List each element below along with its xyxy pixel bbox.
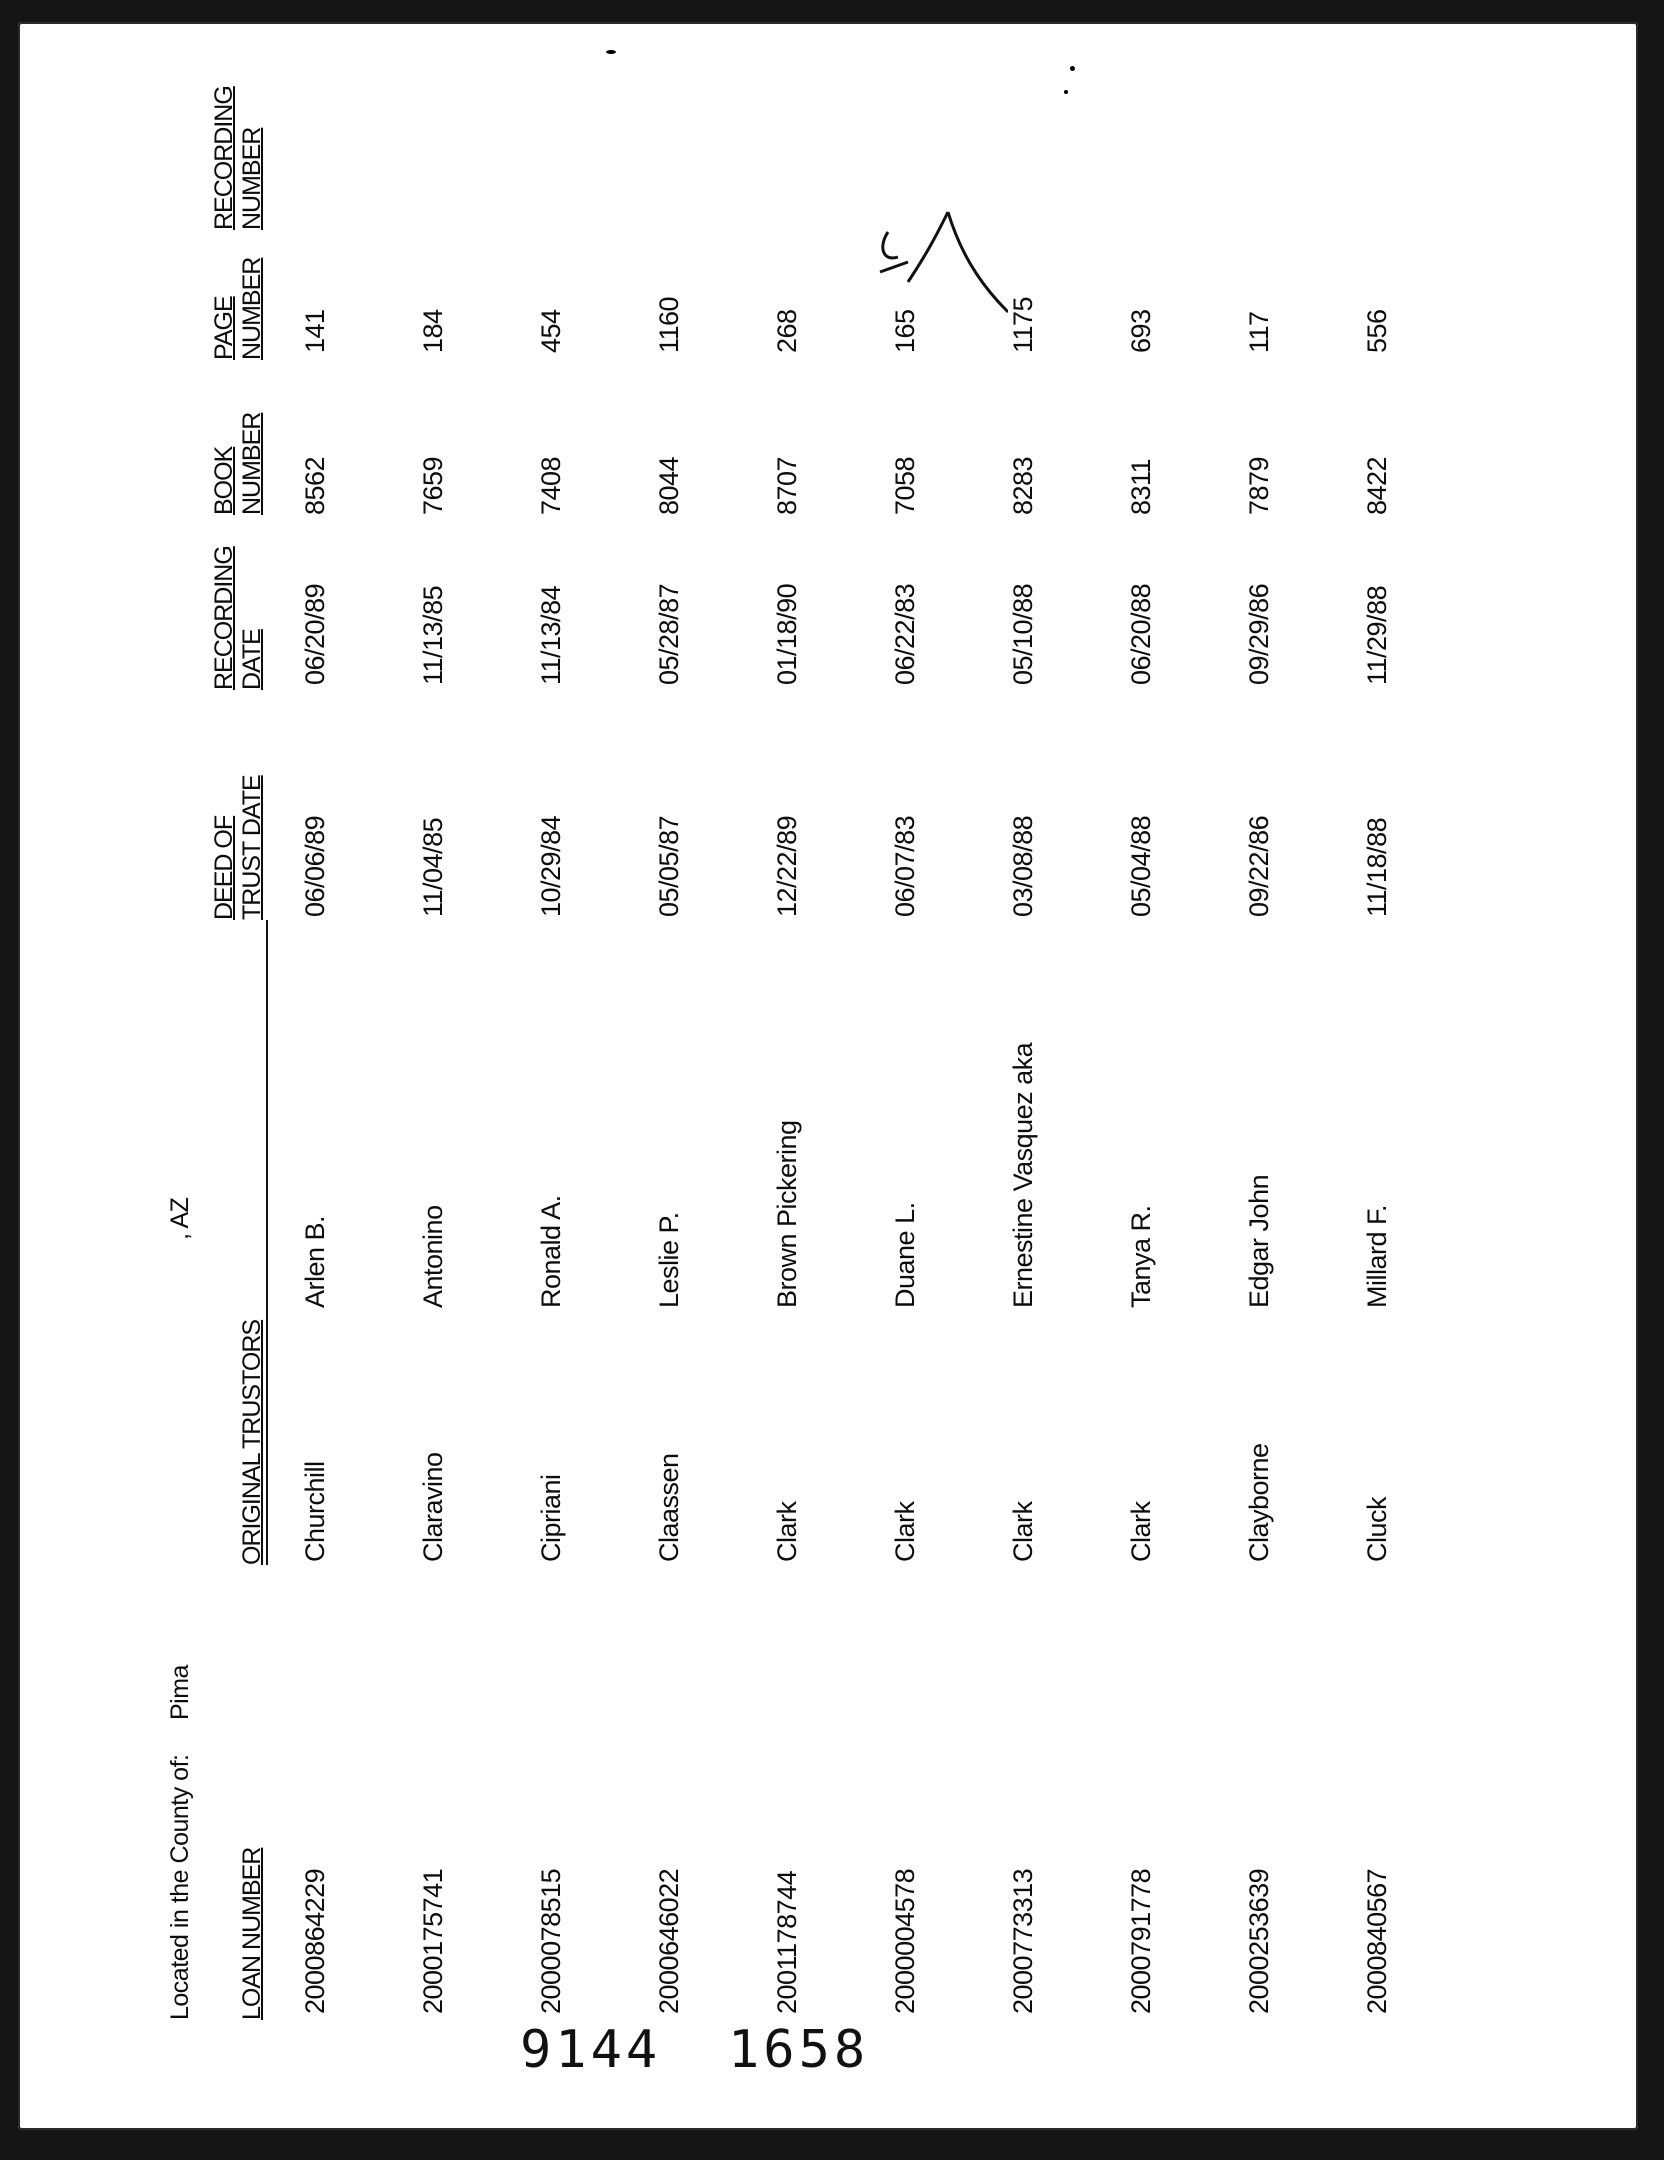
deed-date-cell: 03/08/88 [1008,815,1038,917]
recording-date-cell: 06/20/88 [1126,583,1156,685]
recording-date-cell: 01/18/90 [772,583,802,685]
page-number-cell: 184 [418,309,448,353]
trustor-first-name-cell: Tanya R. [1126,1205,1156,1308]
header-book-number-2: NUMBER [238,412,266,515]
trustor-last-name-cell: Cluck [1362,1496,1392,1562]
book-number-cell: 7879 [1244,456,1274,515]
recording-date-cell: 11/13/85 [418,585,448,685]
trustor-first-name-cell: Duane L. [890,1202,920,1308]
header-recording-number-2: NUMBER [238,127,266,230]
page-number-cell: 165 [890,309,920,353]
recording-date-cell: 11/13/84 [536,585,566,685]
trustor-last-name-cell: Claassen [654,1453,684,1562]
page-number-cell: 141 [300,309,330,353]
header-loan-number: LOAN NUMBER [238,1847,266,2020]
deed-date-cell: 12/22/89 [772,815,802,917]
deed-date-cell: 11/18/88 [1362,817,1392,917]
trustor-last-name-cell: Cipriani [536,1474,566,1562]
recording-date-cell: 06/22/83 [890,583,920,685]
trustor-last-name-cell: Churchill [300,1461,330,1562]
rotated-table [160,86,1460,2020]
scan-speck [606,50,616,54]
trustor-first-name-cell: Ernestine Vasquez aka [1008,1042,1038,1308]
loan-number-cell: 2000646022 [654,1868,684,2014]
recording-date-cell: 06/20/89 [300,583,330,685]
trustor-last-name-cell: Clark [1126,1501,1156,1562]
trustor-first-name-cell: Arlen B. [300,1215,330,1308]
deed-date-cell: 11/04/85 [418,817,448,917]
deed-date-cell: 10/29/84 [536,815,566,917]
loan-number-cell: 2001178744 [772,1870,802,2014]
page-number-cell: 1175 [1008,296,1038,353]
page-number-cell: 117 [1244,311,1274,353]
trustor-last-name-cell: Clark [1008,1501,1038,1562]
loan-number-cell: 2000253639 [1244,1868,1274,2014]
header-recording-number-1: RECORDING [210,86,238,230]
loan-number-cell: 2000791778 [1126,1868,1156,2014]
trustor-last-name-cell: Clayborne [1244,1443,1274,1562]
trustor-first-name-cell: Edgar John [1244,1174,1274,1308]
page-number-cell: 268 [772,309,802,353]
book-number-cell: 7058 [890,456,920,515]
page-number-cell: 556 [1362,309,1392,353]
book-number-cell: 8422 [1362,456,1392,515]
book-number-cell: 8044 [654,456,684,515]
trustor-first-name-cell: Millard F. [1362,1204,1392,1308]
header-deed-date-1: DEED OF [210,815,238,920]
recording-date-cell: 09/29/86 [1244,583,1274,685]
header-original-trustors: ORIGINAL TRUSTORS [238,1319,266,1565]
header-recording-date-2: DATE [238,629,266,690]
header-deed-date-2: TRUST DATE [238,775,266,920]
state-value: , AZ [166,1197,194,1240]
loan-number-cell: 2000840567 [1362,1868,1392,2014]
header-recording-date-1: RECORDING [210,546,238,690]
book-number-cell: 7408 [536,456,566,515]
recording-date-cell: 05/28/87 [654,583,684,685]
header-book-number-1: BOOK [210,446,238,515]
deed-date-cell: 05/05/87 [654,815,684,917]
loan-number-cell: 2000175741 [418,1868,448,2014]
trustor-last-name-cell: Clark [890,1501,920,1562]
book-number-cell: 8311 [1126,458,1156,515]
deed-date-cell: 09/22/86 [1244,815,1274,917]
handwritten-number-left: 9144 [520,2020,662,2080]
handwritten-number-right: 1658 [728,2020,870,2080]
header-page-number-2: NUMBER [238,257,266,360]
header-page-number-1: PAGE [210,296,238,360]
loan-number-cell: 2000004578 [890,1868,920,2014]
page-number-cell: 1160 [654,296,684,353]
deed-date-cell: 06/06/89 [300,815,330,917]
page-number-cell: 693 [1126,309,1156,353]
deed-date-cell: 05/04/88 [1126,815,1156,917]
page-number-cell: 454 [536,309,566,353]
loan-number-cell: 2000864229 [300,1868,330,2014]
scan-speck [1070,66,1075,71]
trustor-last-name-cell: Clark [772,1501,802,1562]
recording-date-cell: 11/29/88 [1362,585,1392,685]
loan-number-cell: 2000773313 [1008,1868,1038,2014]
deed-date-cell: 06/07/83 [890,815,920,917]
county-value: Pima [166,1665,194,1720]
trustor-last-name-cell: Claravino [418,1452,448,1562]
trustor-first-name-cell: Leslie P. [654,1212,684,1308]
book-number-cell: 8283 [1008,456,1038,515]
book-number-cell: 8707 [772,456,802,515]
trustor-first-name-cell: Antonino [418,1205,448,1308]
scan-speck [1064,90,1068,94]
trustor-first-name-cell: Brown Pickering [772,1120,802,1308]
county-label: Located in the County of: [166,1754,194,2020]
loan-number-cell: 2000078515 [536,1868,566,2014]
book-number-cell: 8562 [300,456,330,515]
trustor-first-name-cell: Ronald A. [536,1195,566,1308]
book-number-cell: 7659 [418,456,448,515]
recording-date-cell: 05/10/88 [1008,583,1038,685]
header-underline [266,920,268,1565]
